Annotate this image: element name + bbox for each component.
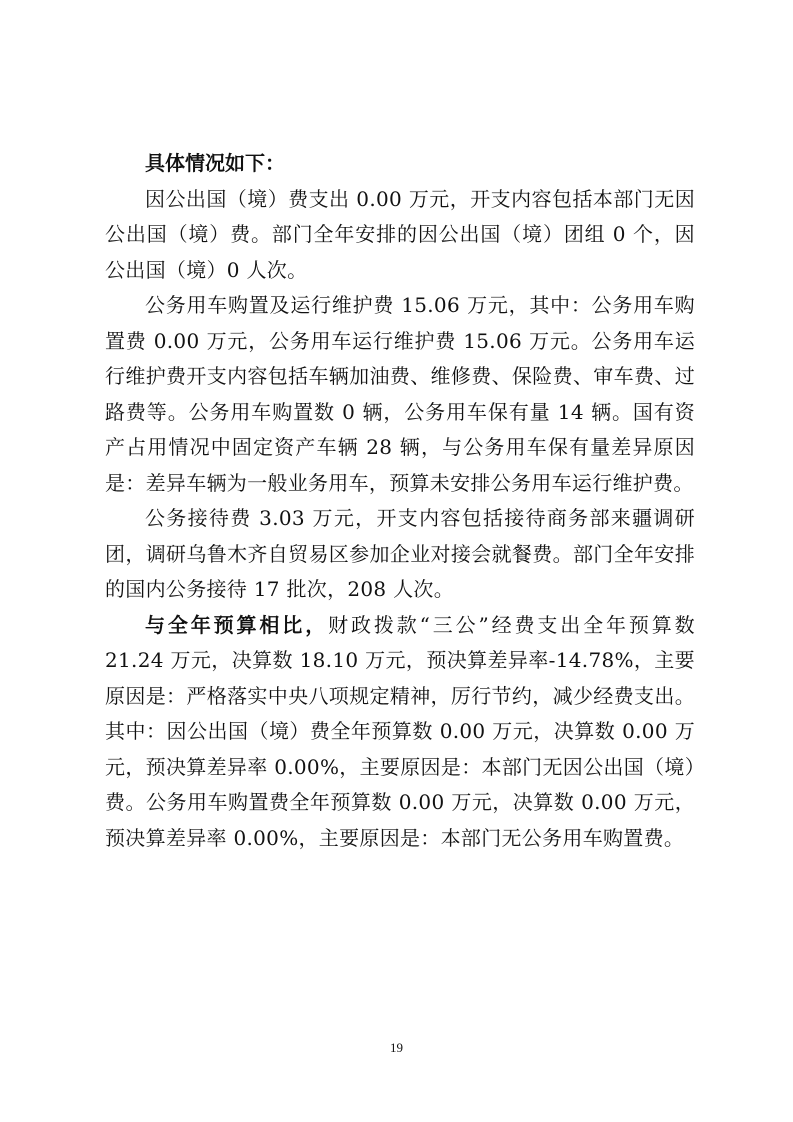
paragraph-text: 财政拨款“三公”经费支出全年预算数 21.24 万元，决算数 18.10 万元，预决算差异率-14.78%，主要原因是：严格落实中央八项规定精神，厉行节约，减少经费支出。其中：因公出国（境）费全年预算数 0.00 万元，决算数 0.00 万元，预决算差异率 0.00%，主要原因是：本部门无因公出国（境）费。公务用车购置费全年预算数 0.00 万元，决算数 0.00 万元，预决算差异率 0.00%，主要原因是：本部门无公务用车购置费。 — [105, 612, 695, 850]
paragraph-text: 公务接待费 3.03 万元，开支内容包括接待商务部来疆调研团，调研乌鲁木齐自贸易区参加企业对接会就餐费。部门全年安排的国内公务接待 17 批次，208 人次。 — [105, 506, 695, 601]
paragraph-budget-comparison — [105, 608, 695, 857]
document-body — [105, 146, 695, 856]
page-number: 19 — [390, 1040, 403, 1055]
paragraph-overseas-travel — [105, 182, 695, 289]
paragraph-text: 公务用车购置及运行维护费 15.06 万元，其中：公务用车购置费 0.00 万元，公务用车运行维护费 15.06 万元。公务用车运行维护费开支内容包括车辆加油费、维修费、保险费、审车费、过路费等。公务用车购置数 0 辆，公务用车保有量 14 辆。国有资产占用情况中固定资产车辆 28 辆，与公务用车保有量差异原因是：差异车辆为一般业务用车，预算未安排公务用车运行维护费。 — [105, 293, 695, 495]
paragraph-lead: 与全年预算相比， — [145, 612, 329, 637]
paragraph-official-vehicles — [105, 288, 695, 501]
paragraph-text: 因公出国（境）费支出 0.00 万元，开支内容包括本部门无因公出国（境）费。部门全年安排的因公出国（境）团组 0 个，因公出国（境）0 人次。 — [105, 186, 695, 282]
section-heading: 具体情况如下： — [145, 151, 285, 175]
paragraph-official-reception — [105, 501, 695, 608]
